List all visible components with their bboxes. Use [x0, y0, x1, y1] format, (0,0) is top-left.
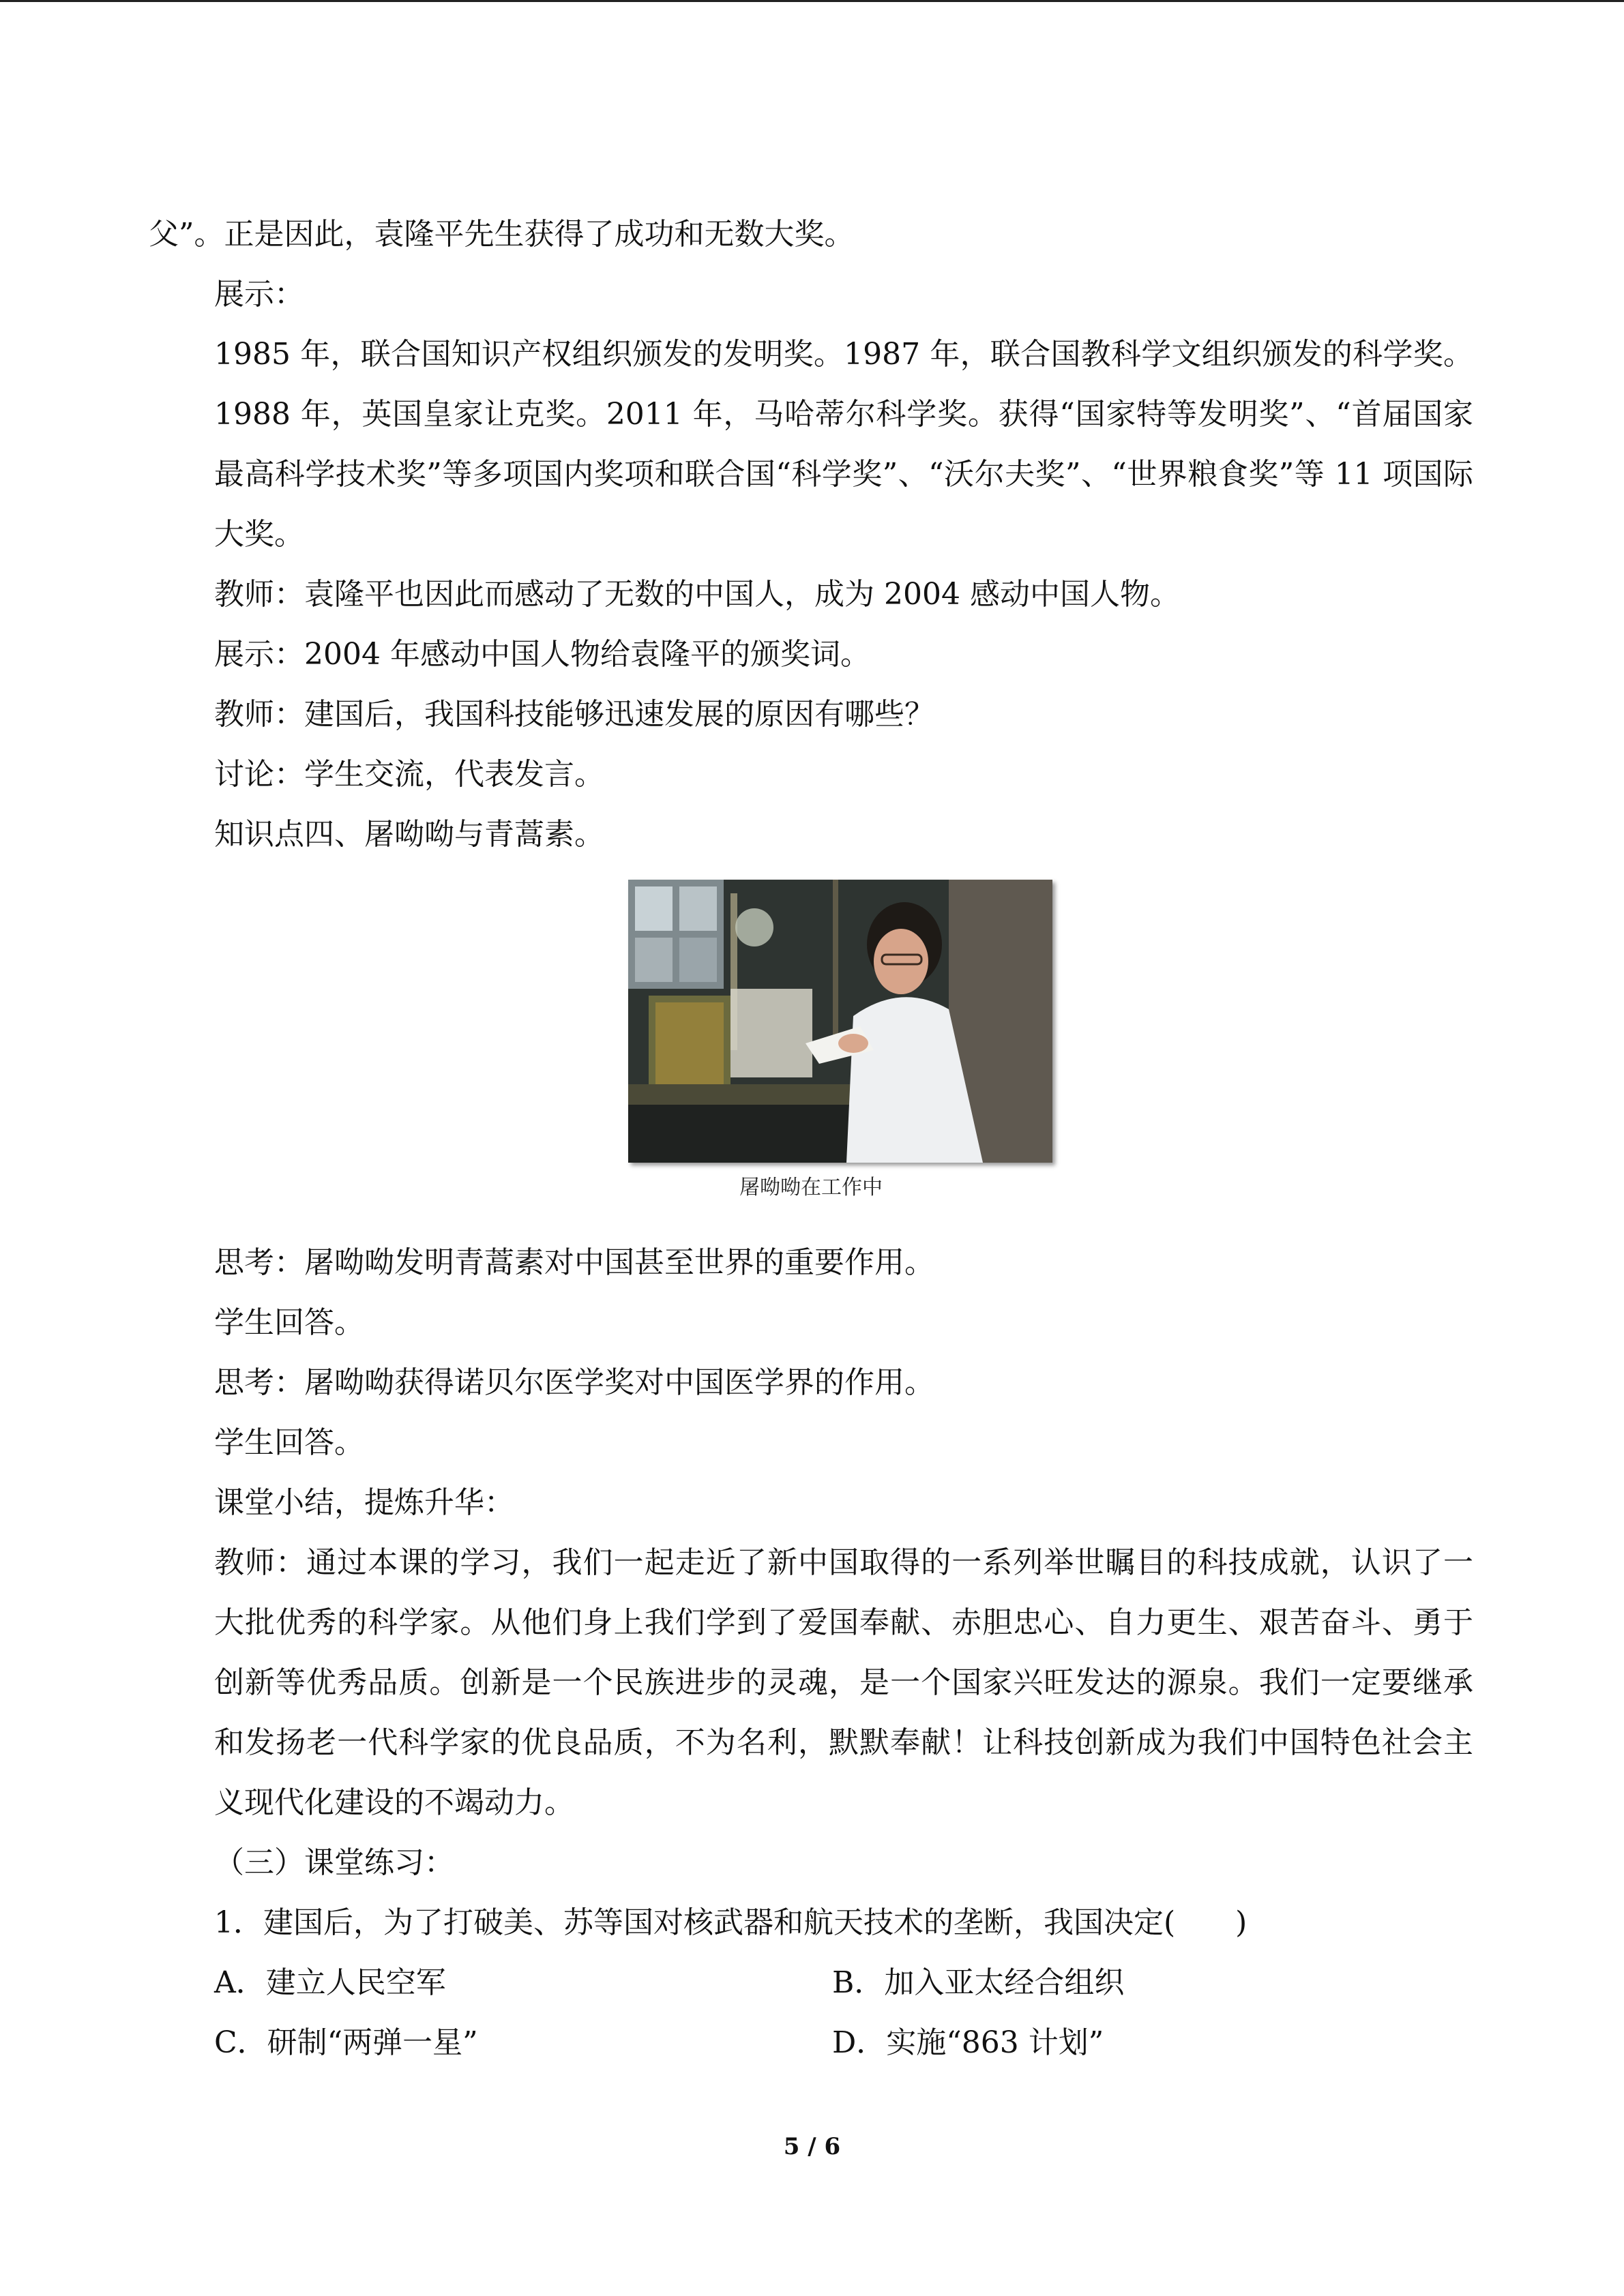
paragraph: 思考：屠呦呦发明青蒿素对中国甚至世界的重要作用。 [214, 1245, 934, 1280]
answer-options-row [149, 2013, 1473, 2073]
paragraph: 教师：建国后，我国科技能够迅速发展的原因有哪些？ [214, 697, 934, 732]
question: 1．建国后，为了打破美、苏等国对核武器和航天技术的垄断，我国决定( ) [214, 1905, 1247, 1940]
paragraph: 教师：通过本课的学习，我们一起走近了新中国取得的一系列举世瞩目的科技成就，认识了一大批优秀的科学家。从他们身上我们学到了爱国奉献、赤胆忠心、自力更生、艰苦奋斗、勇于创新等优秀品质。创新是一个民族进步的灵魂，是一个国家兴旺发达的源泉。我们一定要继承和发扬老一代科学家的优良品质，不为名利，默默奉献！让科技创新成为我们中国特色社会主义现代化建设的不竭动力。 [214, 1545, 1473, 1820]
paragraph: 课堂小结，提炼升华： [214, 1485, 514, 1520]
paragraph: 展示：2004 年感动中国人物给袁隆平的颁奖词。 [214, 637, 870, 672]
option-c: C．研制“两弹一星” [214, 2025, 478, 2060]
paragraph: 讨论：学生交流，代表发言。 [214, 757, 604, 792]
answer-options-row [149, 1953, 1473, 2013]
section-heading: （三）课堂练习： [214, 1845, 454, 1880]
figure [149, 865, 1473, 1233]
paragraph: 展示： [214, 277, 304, 312]
paragraph: 思考：屠呦呦获得诺贝尔医学奖对中国医学界的作用。 [214, 1365, 934, 1400]
page-top-border [0, 0, 1624, 2]
paragraph: 1985 年，联合国知识产权组织颁发的发明奖。1987 年，联合国教科学文组织颁发的科学奖。1988 年，英国皇家让克奖。2011 年，马哈蒂尔科学奖。获得“国家特等发明奖”、“首届国家最高科学技术奖”等多项国内奖项和联合国“科学奖”、“沃尔夫奖”、“世界粮食奖”等 11 项国际大奖。 [214, 337, 1473, 552]
figure-caption: 屠呦呦在工作中 [739, 1176, 883, 1199]
option-d: D．实施“863 计划” [832, 2025, 1104, 2060]
photo-scientist-at-work [628, 880, 1052, 1163]
page-number: 5 / 6 [783, 2133, 841, 2160]
section-heading: 知识点四、屠呦呦与青蒿素。 [214, 817, 604, 852]
option-b: B．加入亚太经合组织 [832, 1965, 1125, 2000]
paragraph: 学生回答。 [214, 1305, 364, 1340]
paragraph: 学生回答。 [214, 1425, 364, 1460]
option-a: A．建立人民空军 [214, 1965, 446, 2000]
paragraph: 父”。正是因此，袁隆平先生获得了成功和无数大奖。 [149, 217, 855, 252]
paragraph: 教师：袁隆平也因此而感动了无数的中国人，成为 2004 感动中国人物。 [214, 577, 1180, 612]
photo-illustration [628, 880, 1052, 1163]
document-body [149, 205, 1473, 2073]
